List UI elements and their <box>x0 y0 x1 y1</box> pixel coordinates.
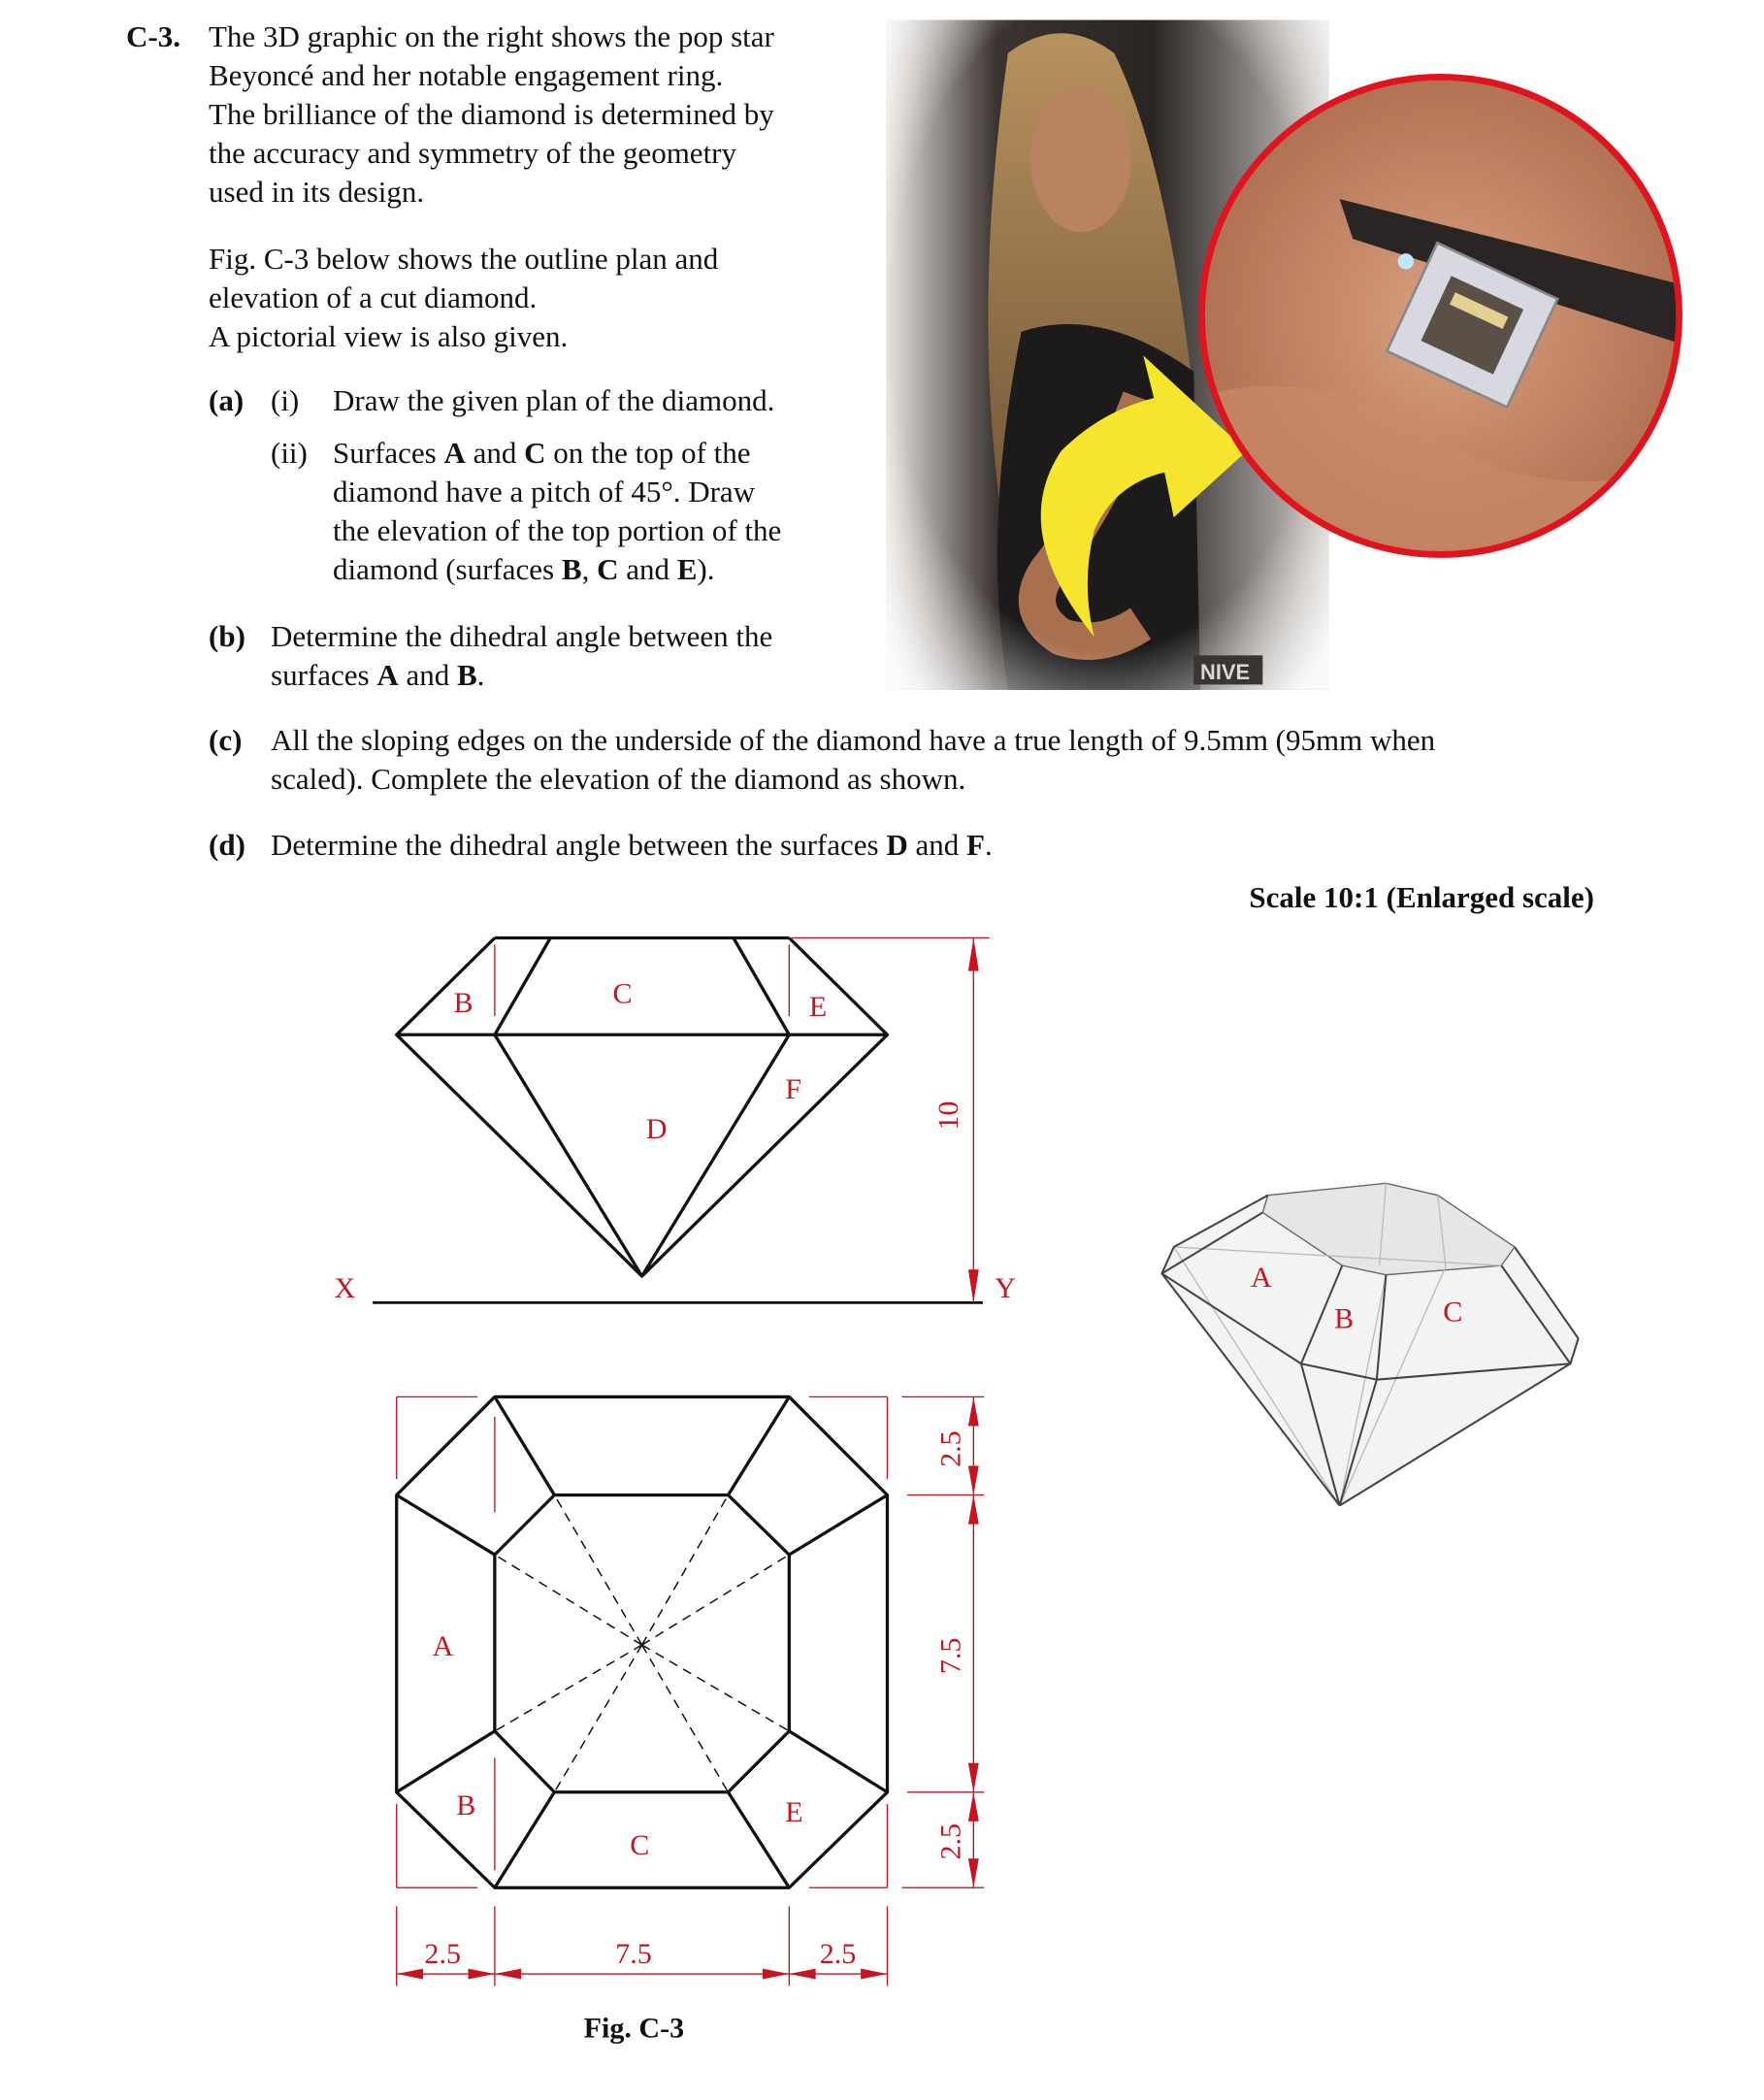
figure-label: Y <box>995 1270 1016 1304</box>
text-segment: on the top of the <box>545 436 751 470</box>
part-d-label: (d) <box>209 828 245 862</box>
text-segment: All the sloping edges on the underside of the diamond have a true length of 9.5mm (95mm when <box>271 723 1436 757</box>
text-segment: Surfaces <box>333 436 444 470</box>
figure-label: A <box>432 1628 454 1662</box>
text-segment: ). <box>697 552 715 586</box>
pictorial-view <box>1161 1183 1578 1505</box>
text-segment: Fig. C-3 below shows the outline plan and <box>209 242 719 276</box>
text-segment: surfaces <box>271 658 377 692</box>
figure-label: E <box>808 990 828 1024</box>
figure-label: C <box>1443 1295 1463 1329</box>
text-segment: The 3D graphic on the right shows the pop star <box>209 19 774 53</box>
bold-term: D <box>886 828 908 862</box>
figure-caption: Fig. C-3 <box>583 2011 685 2045</box>
text-segment: The brilliance of the diamond is determined by <box>209 97 774 131</box>
text-segment: the accuracy and symmetry of the geometry <box>209 136 736 170</box>
hidden-edges <box>495 1495 789 1792</box>
text-segment: Determine the dihedral angle between the surfaces <box>271 828 887 862</box>
figure-label: 7.5 <box>933 1637 967 1675</box>
figure-label: E <box>785 1794 803 1828</box>
text-segment: and <box>618 552 677 586</box>
plan-view <box>397 1396 888 1887</box>
figure-label: F <box>785 1071 801 1105</box>
text-segment: . <box>984 828 993 862</box>
figure-label: 2.5 <box>933 1430 967 1467</box>
text-segment: Beyoncé and her notable engagement ring. <box>209 58 724 92</box>
text-segment: A pictorial view is also given. <box>209 319 569 353</box>
xy-line <box>334 1271 1015 1304</box>
plan-vertical-dimensions <box>902 1396 985 1887</box>
figure-label: 2.5 <box>819 1937 857 1971</box>
figure-label: A <box>1251 1260 1272 1294</box>
text-segment: elevation of a cut diamond. <box>209 280 538 314</box>
bold-term: A <box>443 436 466 470</box>
bold-term: F <box>966 828 985 862</box>
figure-label: B <box>453 986 474 1020</box>
figure-label: C <box>612 976 633 1010</box>
text-segment: scaled). Complete the elevation of the diamond as shown. <box>271 762 966 796</box>
text-segment: used in its design. <box>209 175 425 209</box>
part-c-label: (c) <box>209 723 243 757</box>
question-number: C-3. <box>126 19 180 53</box>
text-segment: and <box>465 436 525 470</box>
figure-label: X <box>334 1270 356 1304</box>
figure-label: 7.5 <box>615 1937 652 1971</box>
figure-label: 2.5 <box>933 1822 967 1860</box>
text-segment: Determine the dihedral angle between the <box>271 619 773 653</box>
part-a-label: (a) <box>209 383 245 417</box>
figure-label: B <box>456 1788 476 1822</box>
text-segment: , <box>581 552 598 586</box>
text-segment: Draw the given plan of the diamond. <box>333 383 775 417</box>
bold-term: B <box>561 552 582 586</box>
figure-label: B <box>1334 1301 1355 1335</box>
text-segment: diamond (surfaces <box>333 552 562 586</box>
plan-horizontal-dimensions <box>397 1906 888 1985</box>
part-a-i-label: (i) <box>271 383 300 417</box>
text-segment: . <box>476 658 485 692</box>
photo-watermark: NIVE <box>1200 659 1251 684</box>
bold-term: A <box>376 658 399 692</box>
figure-label: 10 <box>931 1100 964 1131</box>
bold-term: E <box>676 552 698 586</box>
text-segment: and <box>398 658 457 692</box>
bold-term: B <box>456 658 477 692</box>
figure-label: D <box>645 1111 668 1145</box>
bold-term: C <box>597 552 619 586</box>
bold-term: C <box>524 436 546 470</box>
text-segment: and <box>907 828 967 862</box>
elevation-view <box>397 937 888 1276</box>
part-b-label: (b) <box>209 619 245 653</box>
text-segment: diamond have a pitch of 45°. Draw <box>333 475 756 509</box>
scale-note: Scale 10:1 (Enlarged scale) <box>1249 880 1594 914</box>
part-a-ii-label: (ii) <box>271 436 308 470</box>
figure-label: 2.5 <box>424 1937 461 1971</box>
text-segment: the elevation of the top portion of the <box>333 513 782 547</box>
figure-label: C <box>630 1828 650 1862</box>
